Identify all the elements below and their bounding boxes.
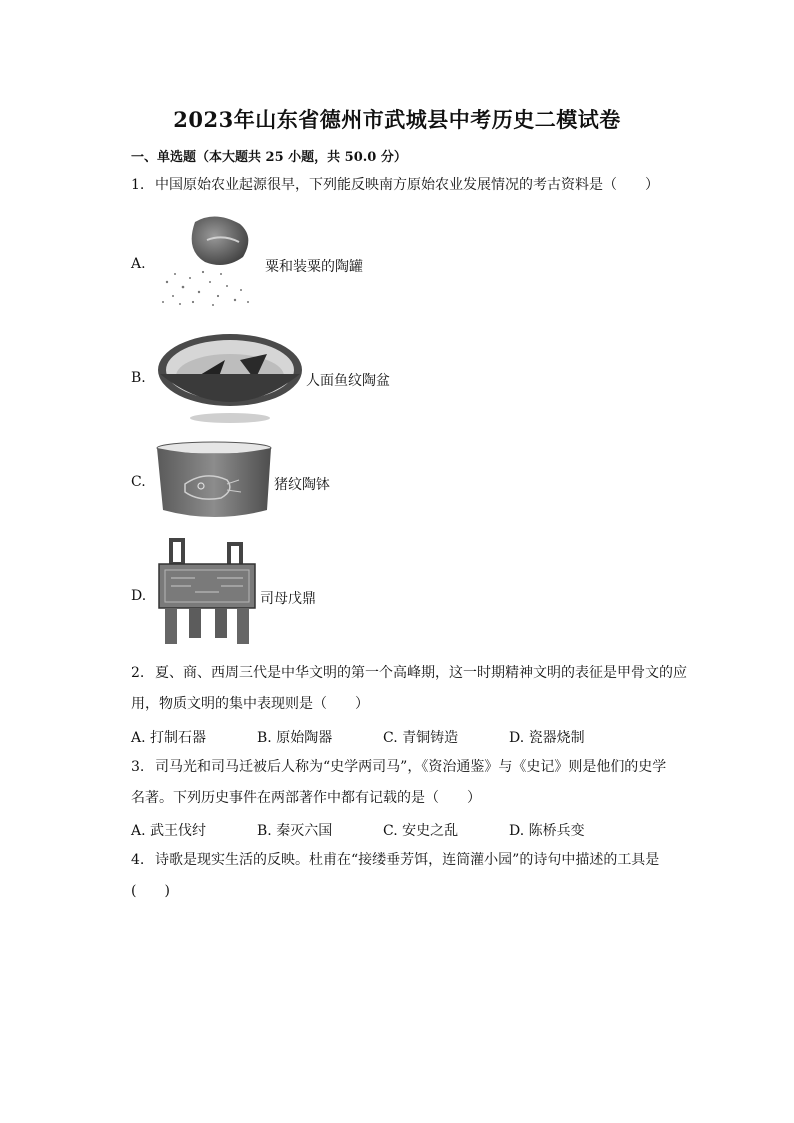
option-d-caption: 司母戊鼎: [260, 591, 316, 607]
question-text-line-1: 司马光和司马迁被后人称为“史学两司马”，《资治通鉴》与《史记》则是他们的史学: [155, 759, 667, 775]
question-4: [131, 845, 691, 907]
question-text-line-2: 用，物质文明的集中表现则是（ ）: [131, 696, 369, 712]
question-2: [131, 658, 691, 720]
question-1: [131, 170, 691, 201]
section-heading: 一、单选题（本大题共 25 小题，共 50.0 分）: [131, 150, 407, 165]
question-3: [131, 752, 691, 814]
question-text-line-1: 夏、商、西周三代是中华文明的第一个高峰期，这一时期精神文明的表征是甲骨文的应: [155, 665, 687, 681]
pig-pottery-bowl-image: [155, 440, 273, 522]
question-text: 中国原始农业起源很早，下列能反映南方原始农业发展情况的考古资料是（ ）: [155, 177, 659, 193]
question-number: 3.: [131, 759, 145, 775]
option-a-label: A.: [131, 256, 146, 272]
choice-d: D. 瓷器烧制: [509, 730, 585, 746]
choice-b: B. 秦灭六国: [257, 823, 333, 839]
option-c-label: C.: [131, 474, 146, 490]
millet-jar-image: [155, 212, 265, 312]
option-b-caption: 人面鱼纹陶盆: [306, 373, 390, 389]
question-text: 诗歌是现实生活的反映。杜甫在“接缕垂芳饵，连筒灌小园”的诗句中描述的工具是( ): [131, 852, 660, 899]
option-b-label: B.: [131, 370, 146, 386]
choice-c: C. 青铜铸造: [383, 730, 459, 746]
choice-c: C. 安史之乱: [383, 823, 459, 839]
option-d-label: D.: [131, 588, 147, 604]
option-a-caption: 粟和装粟的陶罐: [265, 259, 363, 275]
choice-a: A. 武王伐纣: [131, 823, 207, 839]
simuwu-ding-image: [155, 538, 259, 650]
option-c-caption: 猪纹陶钵: [274, 477, 330, 493]
choice-d: D. 陈桥兵变: [509, 823, 585, 839]
question-text-line-2: 名著。下列历史事件在两部著作中都有记载的是（ ）: [131, 790, 481, 806]
question-number: 2.: [131, 665, 145, 681]
page-title: 2023年山东省德州市武城县中考历史二模试卷: [173, 107, 621, 132]
fish-face-basin-image: [155, 330, 305, 425]
question-number: 4.: [131, 852, 145, 868]
question-number: 1.: [131, 177, 145, 193]
question-2-choices: [131, 727, 635, 747]
choice-b: B. 原始陶器: [257, 730, 333, 746]
question-3-choices: [131, 820, 635, 840]
choice-a: A. 打制石器: [131, 730, 207, 746]
